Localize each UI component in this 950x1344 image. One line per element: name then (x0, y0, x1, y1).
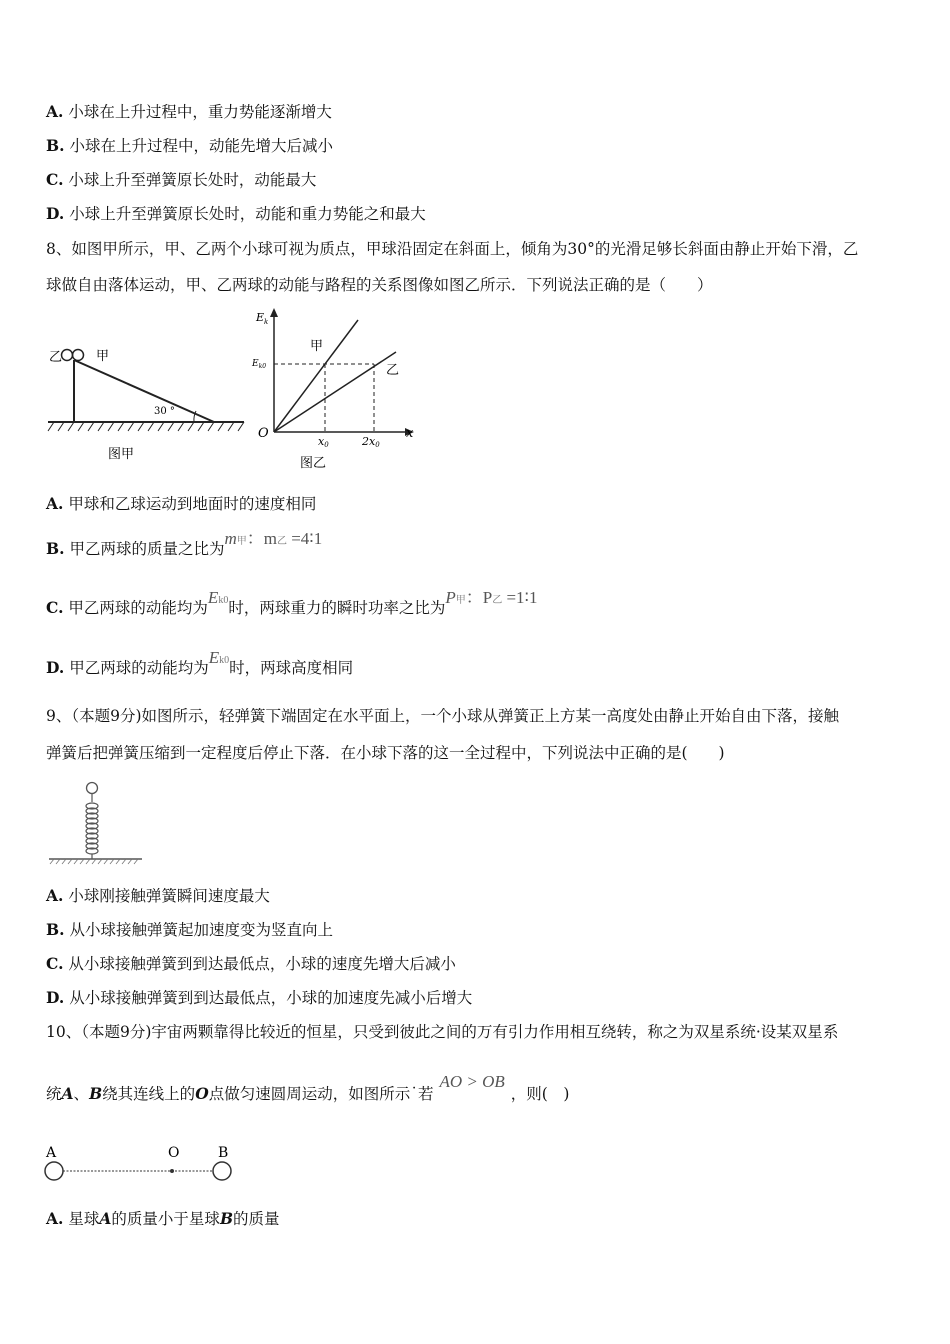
option-letter: D. (46, 204, 65, 223)
ball-a-label: 甲 (96, 349, 110, 364)
star-b-icon (213, 1162, 231, 1180)
point-o-icon (170, 1169, 174, 1173)
line-b (274, 352, 396, 432)
star-a-symbol: A (61, 1084, 74, 1103)
ball-b-icon (62, 350, 73, 361)
option-text: 小球上升至弹簧原长处时，动能最大 (68, 171, 317, 189)
ek0-symbol: Ek0 (208, 648, 230, 667)
q10-stem-line1: 10、（本题9分)宇宙两颗靠得比较近的恒星，只受到彼此之间的万有引力作用相互绕转，称之为双星系统·设某双星系 (46, 1023, 839, 1041)
y-axis-label: $E_k$ (256, 311, 269, 326)
option-letter: C. (46, 598, 64, 617)
q8-stem-line2: 球做自由落体运动，甲、乙两球的动能与路程的关系图像如图乙所示．下列说法正确的是（ ） (46, 276, 713, 294)
q9-option-b (46, 919, 333, 941)
star-a-icon (45, 1162, 63, 1180)
option-letter: A. (46, 886, 64, 905)
option-letter: B. (46, 920, 65, 939)
option-letter: A. (46, 102, 64, 121)
mass-ratio: m甲：m乙 =4∶1 (224, 529, 323, 548)
option-text: 的质量小于星球 (111, 1210, 220, 1228)
q8-figure-graph (250, 306, 425, 474)
q7-option-d (46, 203, 426, 225)
x0-label: x0 (318, 435, 329, 449)
x-axis-label: x (406, 426, 414, 441)
q9-figure-spring (46, 778, 146, 870)
point-o-symbol: O (195, 1084, 209, 1103)
option-text: 小球在上升过程中，动能先增大后减小 (69, 137, 333, 155)
option-letter: A. (46, 1209, 64, 1228)
q8-stem-line1: 8、如图甲所示，甲、乙两个小球可视为质点，甲球沿固定在斜面上，倾角为30°的光滑足够长斜面由静止开始下滑，乙 (46, 240, 859, 258)
star-b-symbol: B (89, 1084, 103, 1103)
q7-option-b (46, 135, 333, 157)
option-text: 时，两球重力的瞬时功率之比为 (228, 599, 446, 617)
q8-option-a (46, 493, 316, 515)
star-a-symbol: A (99, 1209, 112, 1228)
option-text: 从小球接触弹簧到到达最低点，小球的速度先增大后减小 (68, 955, 456, 973)
option-text: 时，两球高度相同 (229, 659, 354, 677)
option-letter: B. (46, 136, 65, 155)
ball-b-label: 乙 (49, 350, 63, 365)
option-text: 小球刚接触弹簧瞬间速度最大 (68, 887, 270, 905)
angle-label: 30 ° (154, 406, 175, 417)
origin-label: O (258, 426, 269, 441)
option-letter: C. (46, 170, 64, 189)
ek0-symbol: Ek0 (207, 588, 229, 607)
line-a-label: 甲 (310, 339, 324, 354)
q8-option-d (46, 648, 354, 682)
ao-gt-ob-formula: AO > OB (439, 1072, 505, 1091)
option-text: 甲乙两球的质量之比为 (69, 540, 225, 558)
q8-option-c (46, 588, 538, 622)
star-b-label: B (218, 1145, 229, 1161)
q9-option-d (46, 987, 472, 1009)
q9-stem-line2: 弹簧后把弹簧压缩到一定程度后停止下落．在小球下落的这一全过程中，下列说法中正确的是( ) (46, 744, 725, 762)
ground-hatch (48, 422, 244, 431)
star-a-label: A (46, 1145, 57, 1161)
q7-option-a (46, 101, 332, 123)
option-text: 的质量 (233, 1210, 280, 1228)
q9-stem-line1: 9、（本题9分)如图所示，轻弹簧下端固定在水平面上，一个小球从弹簧正上方某一高度处由静止开始自由下落，接触 (46, 707, 840, 725)
point-o-label: O (168, 1145, 180, 1161)
line-a (274, 320, 358, 432)
option-letter: D. (46, 658, 65, 677)
option-text: 小球上升至弹簧原长处时，动能和重力势能之和最大 (69, 205, 426, 223)
spring-icon (86, 803, 98, 854)
ball-a-icon (73, 350, 84, 361)
option-text: 小球在上升过程中，重力势能逐渐增大 (68, 103, 332, 121)
q10-option-a (46, 1208, 280, 1230)
figure-a-caption: 图甲 (108, 447, 135, 462)
q8-figure-incline (44, 338, 249, 468)
incline (74, 360, 214, 422)
option-letter: B. (46, 539, 65, 558)
q8-option-b (46, 529, 323, 563)
y-axis-arrow-icon (270, 308, 278, 317)
q9-option-a (46, 885, 270, 907)
figure-b-caption: 图乙 (300, 456, 327, 471)
option-text: 甲球和乙球运动到地面时的速度相同 (68, 495, 317, 513)
ball-icon (87, 783, 98, 794)
option-letter: D. (46, 988, 65, 1007)
ek0-label: $E_{k0}$ (252, 359, 267, 370)
star-b-symbol: B (219, 1209, 234, 1228)
option-text: 星球 (68, 1210, 100, 1228)
q10-figure-binary-star (40, 1140, 240, 1188)
option-text: 从小球接触弹簧起加速度变为竖直向上 (69, 921, 333, 939)
option-text: 甲乙两球的动能均为 (69, 659, 209, 677)
option-text: 从小球接触弹簧到到达最低点，小球的加速度先减小后增大 (69, 989, 473, 1007)
option-letter: C. (46, 954, 64, 973)
option-letter: A. (46, 494, 64, 513)
q9-option-c (46, 953, 456, 975)
power-ratio: P甲：P乙 =1∶1 (445, 588, 538, 607)
2x0-label: 2x0 (362, 435, 380, 449)
q10-stem-line2: 统A、B绕其连线上的O点做匀速圆周运动，如图所示˙若AO > OB，则( ) (46, 1072, 570, 1103)
line-b-label: 乙 (386, 363, 400, 378)
option-text: 甲乙两球的动能均为 (68, 599, 208, 617)
q7-option-c (46, 169, 316, 191)
